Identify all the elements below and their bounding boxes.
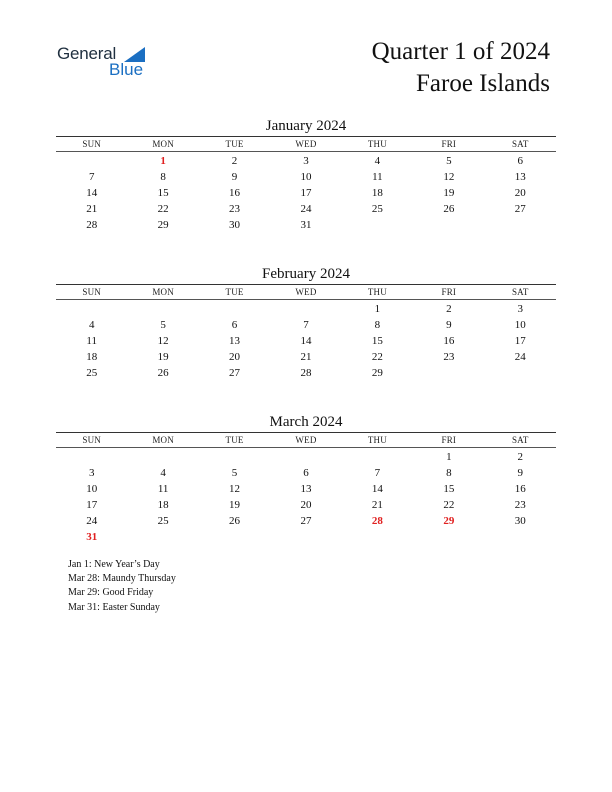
week-row — [56, 449, 556, 465]
day-cell: 23 — [514, 499, 526, 511]
generalblue-logo — [57, 44, 167, 84]
page-title — [372, 36, 550, 100]
week-row — [56, 481, 556, 497]
day-cell — [127, 301, 198, 317]
day-cell: 29 — [157, 219, 169, 231]
day-cell: 7 — [303, 319, 309, 331]
weekday-label: SUN — [82, 435, 102, 445]
week-row — [56, 169, 556, 185]
day-cell: 19 — [443, 187, 455, 199]
day-cell: 26 — [443, 203, 455, 215]
day-cell: 16 — [229, 187, 241, 199]
day-cell: 13 — [300, 483, 312, 495]
day-cell: 15 — [371, 335, 383, 347]
month-block-february — [56, 264, 556, 381]
day-cell: 10 — [86, 483, 98, 495]
day-cell: 11 — [157, 483, 169, 495]
day-cell: 30 — [229, 219, 241, 231]
day-cell: 2 — [446, 303, 452, 315]
day-cell: 13 — [229, 335, 241, 347]
day-cell: 22 — [157, 203, 169, 215]
day-cell: 24 — [514, 351, 526, 363]
holiday-day-cell: 31 — [86, 531, 98, 543]
day-cell — [199, 301, 270, 317]
day-cell: 30 — [514, 515, 526, 527]
day-cell: 16 — [514, 483, 526, 495]
holiday-day-cell: 28 — [371, 515, 383, 527]
day-cell: 21 — [300, 351, 312, 363]
weekday-label: SAT — [511, 435, 529, 445]
day-cell — [413, 217, 484, 233]
day-cell: 12 — [229, 483, 241, 495]
day-cell — [342, 217, 413, 233]
month-title: February 2024 — [262, 266, 350, 282]
day-cell — [56, 449, 127, 465]
week-row — [56, 301, 556, 317]
day-cell — [342, 449, 413, 465]
day-cell: 5 — [446, 155, 452, 167]
weekday-label: TUE — [225, 435, 244, 445]
day-cell: 27 — [229, 367, 241, 379]
day-cell — [270, 529, 341, 545]
weekday-label: THU — [367, 435, 387, 445]
weekday-label: MON — [152, 139, 174, 149]
logo-text-general: General — [57, 44, 117, 63]
day-cell: 19 — [229, 499, 241, 511]
day-cell — [485, 217, 556, 233]
weekday-label: FRI — [441, 435, 457, 445]
day-cell — [56, 153, 127, 169]
day-cell: 31 — [300, 219, 312, 231]
holiday-note: Mar 28: Maundy Thursday — [68, 573, 176, 585]
day-cell: 6 — [231, 319, 238, 331]
weekday-header-row — [56, 137, 556, 151]
day-cell — [270, 449, 341, 465]
day-cell: 28 — [86, 219, 98, 231]
day-cell: 27 — [514, 203, 526, 215]
day-cell: 10 — [300, 171, 312, 183]
day-cell: 12 — [157, 335, 169, 347]
day-cell: 4 — [160, 467, 166, 479]
day-cell: 1 — [374, 303, 381, 315]
day-cell: 15 — [157, 187, 169, 199]
day-cell: 3 — [303, 155, 309, 167]
week-row — [56, 317, 556, 333]
day-cell: 1 — [446, 451, 452, 463]
day-cell: 20 — [514, 187, 526, 199]
weekday-label: WED — [295, 435, 317, 445]
weekday-label: TUE — [225, 287, 244, 297]
day-cell: 15 — [443, 483, 455, 495]
week-row — [56, 185, 556, 201]
week-row — [56, 217, 556, 233]
day-cell: 5 — [160, 319, 166, 331]
day-cell: 7 — [88, 171, 95, 183]
day-cell: 8 — [446, 467, 452, 479]
week-rows — [56, 448, 556, 545]
week-row — [56, 349, 556, 365]
day-cell: 4 — [374, 155, 381, 167]
day-cell — [56, 301, 127, 317]
month-block-january — [56, 116, 556, 233]
weekday-label: SAT — [511, 139, 529, 149]
day-cell — [270, 301, 341, 317]
day-cell: 24 — [300, 203, 312, 215]
day-cell: 8 — [160, 171, 166, 183]
day-cell: 27 — [300, 515, 312, 527]
week-row — [56, 465, 556, 481]
day-cell — [199, 529, 270, 545]
logo-text-blue: Blue — [109, 60, 144, 79]
title-quarter: Quarter 1 of 2024 — [371, 38, 550, 65]
day-cell: 20 — [229, 351, 241, 363]
weekday-label: WED — [295, 287, 317, 297]
week-rows — [56, 152, 556, 233]
weekday-label: SUN — [82, 139, 102, 149]
day-cell: 6 — [517, 155, 523, 167]
day-cell: 9 — [231, 171, 238, 183]
holiday-note: Mar 31: Easter Sunday — [68, 601, 160, 613]
day-cell: 10 — [514, 319, 526, 331]
week-row — [56, 201, 556, 217]
weekday-label: THU — [367, 139, 387, 149]
day-cell: 11 — [86, 335, 97, 347]
day-cell: 14 — [371, 483, 383, 495]
day-cell: 6 — [303, 467, 309, 479]
day-cell: 16 — [443, 335, 455, 347]
day-cell: 26 — [157, 367, 169, 379]
day-cell: 5 — [231, 467, 238, 479]
day-cell: 21 — [86, 203, 98, 215]
day-cell: 17 — [514, 335, 526, 347]
day-cell: 19 — [157, 351, 169, 363]
day-cell: 2 — [517, 451, 523, 463]
day-cell — [485, 365, 556, 381]
weekday-label: MON — [152, 435, 174, 445]
weekday-label: SUN — [82, 287, 102, 297]
day-cell: 21 — [371, 499, 383, 511]
day-cell: 9 — [446, 319, 452, 331]
month-title: January 2024 — [265, 118, 347, 134]
title-country: Faroe Islands — [416, 70, 550, 97]
day-cell: 12 — [443, 171, 455, 183]
day-cell: 22 — [443, 499, 455, 511]
day-cell: 22 — [371, 351, 383, 363]
day-cell: 24 — [86, 515, 98, 527]
day-cell: 28 — [300, 367, 312, 379]
day-cell: 23 — [229, 203, 241, 215]
day-cell: 7 — [374, 467, 381, 479]
day-cell: 11 — [372, 171, 383, 183]
week-row — [56, 497, 556, 513]
week-row — [56, 333, 556, 349]
week-row — [56, 513, 556, 529]
day-cell: 25 — [157, 515, 169, 527]
weekday-label: TUE — [225, 139, 244, 149]
day-cell: 20 — [300, 499, 312, 511]
holiday-day-cell: 29 — [443, 515, 455, 527]
holiday-note: Mar 29: Good Friday — [68, 587, 154, 599]
day-cell: 25 — [86, 367, 98, 379]
holiday-notes — [68, 558, 176, 615]
month-block-march — [56, 412, 556, 545]
week-row — [56, 153, 556, 169]
day-cell — [413, 365, 484, 381]
weekday-label: SAT — [511, 287, 529, 297]
day-cell — [342, 529, 413, 545]
day-cell: 29 — [371, 367, 383, 379]
day-cell: 17 — [300, 187, 312, 199]
day-cell: 9 — [517, 467, 523, 479]
day-cell: 25 — [371, 203, 383, 215]
day-cell: 18 — [157, 499, 169, 511]
day-cell — [413, 529, 484, 545]
week-rows — [56, 300, 556, 381]
day-cell: 14 — [86, 187, 98, 199]
day-cell: 13 — [514, 171, 526, 183]
weekday-label: MON — [152, 287, 174, 297]
month-title: March 2024 — [269, 414, 343, 430]
day-cell: 23 — [443, 351, 455, 363]
holiday-day-cell: 1 — [160, 155, 166, 167]
weekday-label: WED — [295, 139, 317, 149]
weekday-label: THU — [367, 287, 387, 297]
day-cell: 8 — [374, 319, 381, 331]
day-cell: 17 — [86, 499, 98, 511]
weekday-label: FRI — [441, 139, 457, 149]
day-cell: 3 — [517, 303, 523, 315]
day-cell — [127, 529, 198, 545]
weekday-label: FRI — [441, 287, 457, 297]
day-cell — [127, 449, 198, 465]
day-cell: 18 — [371, 187, 383, 199]
day-cell: 26 — [229, 515, 241, 527]
day-cell: 2 — [231, 155, 238, 167]
weekday-header-row — [56, 433, 556, 447]
weekday-header-row — [56, 285, 556, 299]
day-cell: 4 — [88, 319, 95, 331]
holiday-note: Jan 1: New Year’s Day — [68, 559, 160, 570]
day-cell: 18 — [86, 351, 98, 363]
day-cell: 14 — [300, 335, 312, 347]
day-cell: 3 — [88, 467, 95, 479]
week-row — [56, 529, 556, 545]
day-cell — [485, 529, 556, 545]
week-row — [56, 365, 556, 381]
day-cell — [199, 449, 270, 465]
